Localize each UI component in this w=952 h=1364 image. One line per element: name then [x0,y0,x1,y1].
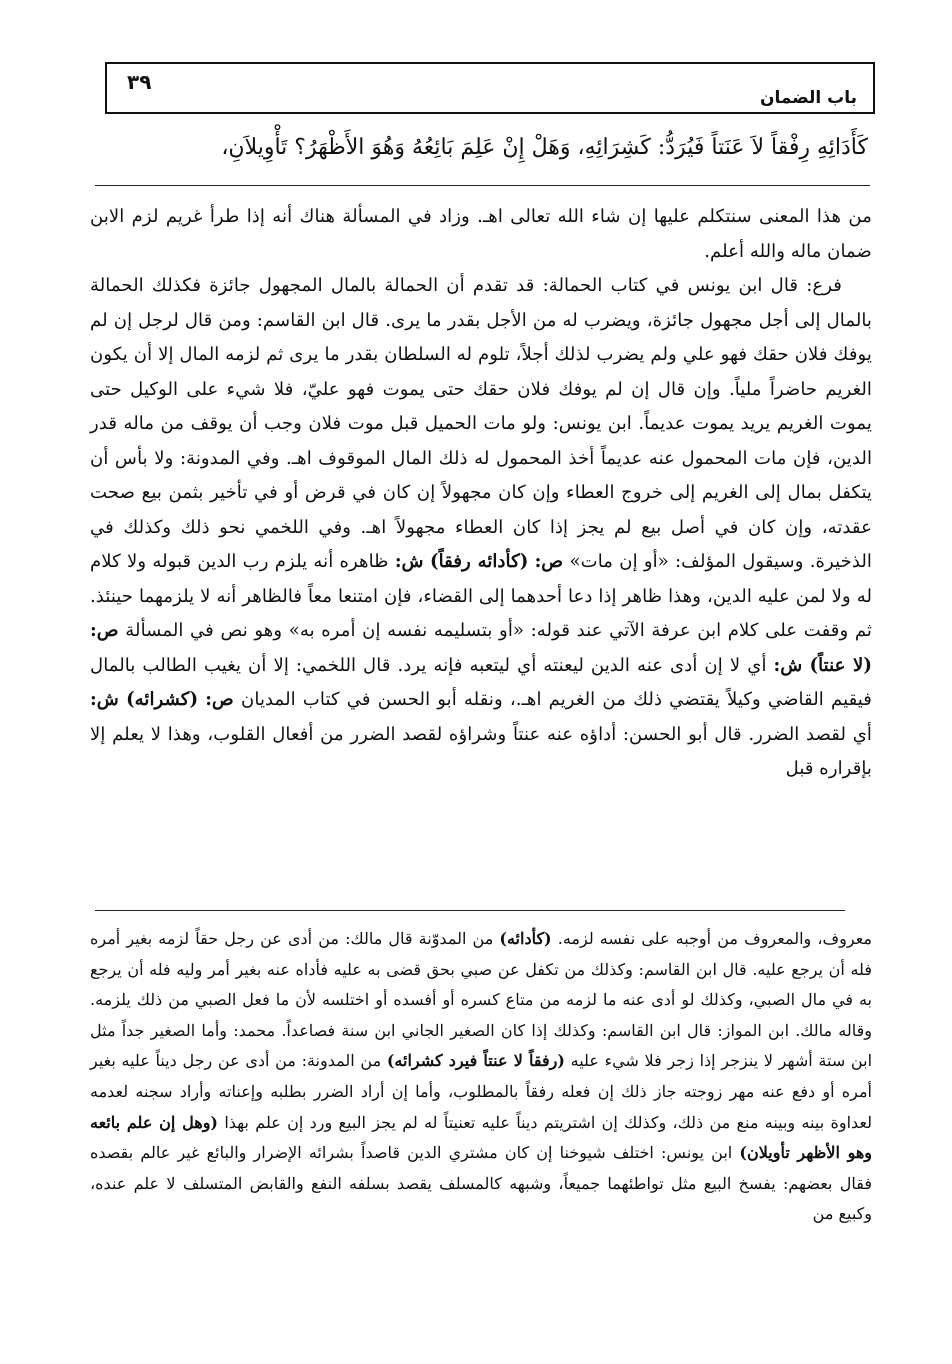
footnote-text: ابن يونس: اختلف شيوخنا إن كان مشتري الدين قاصداً بشرائه الإضرار والبائع غير عالم بقصده فقال بعضهم: يفسخ البيع مثل تواطئهما جميعاً، وشبهه كالمسلف يقصد بسلفه النفع والقابض المتسلف لا علم عنده، وكبيع من [90,1143,872,1224]
footnote-paragraph [90,924,872,1230]
commentary-text: أي لقصد الضرر. قال أبو الحسن: أداؤه عنه عنتاً وشراؤه لقصد الضرر من أفعال القلوب، وهذا لا يعلم إلا بإقراره قبل [90,723,872,779]
sad-marker: ص: [90,620,119,641]
shin-marker: ش: [773,654,803,676]
quoted-matn: (لا عنتاً) [809,654,872,676]
footnote-quote: (رفقاً لا عنتاً فيرد كشرائه) [386,1051,565,1071]
footnote-text: من المدونة: من أدى عن رجل ديناً عليه بغير أمره أو دفع عنه مهر زوجته جاز ذلك إن فعله رفقاً بالمطلوب، وأما إن أراد الضرر بطلبه وإعناته وأراد سجنه لعدمه لعداوة بينه وبينه منع من ذلك، وكذلك إن اشتريتم ديناً عليه تعنيتاً له لم يجز البيع ورد إن علم بهذا [90,1051,873,1132]
sad-marker: ص: [205,689,234,710]
shin-marker: ش: [394,551,424,572]
commentary-paragraph [90,269,872,787]
footnote-quote: (كأدائه) [499,929,552,948]
commentary-text: ظاهره أنه يلزم رب الدين قبوله ولا كلام له ولا لمن عليه الدين، وهذا ظاهر إذا دعا أحدهما إلى القضاء، فإن امتنعا معاً فالظاهر أنه لا يلزمهما حينئذ. ثم وقفت على كلام ابن عرفة الآتي عند قوله: «أو بتسليمه نفسه إن أمره به» وهو نص في المسألة [90,551,872,641]
chapter-title: باب الضمان [759,88,857,108]
commentary-paragraph: من هذا المعنى سنتكلم عليها إن شاء الله تعالى اهـ. وزاد في المسألة هناك أنه إذا طرأ غريم لزم الابن ضمان ماله والله أعلم. [90,206,872,262]
footnote-block [90,924,872,1230]
commentary-text: أي لا إن أدى عنه الدين ليعنته أي ليتعبه فإنه يرد. قال اللخمي: إلا أن يغيب الطالب بالمال فيقيم القاضي وكيلاً يقتضي ذلك من الغريم اهـ.، ونقله أبو الحسن في كتاب المديان [90,654,872,710]
sad-marker: ص: [534,551,564,572]
page-header [105,62,875,114]
footnote-text: معروف، والمعروف من أوجبه على نفسه لزمه. [557,929,872,948]
page-number: ٣٩ [127,70,152,94]
footnote-divider [95,910,845,911]
commentary-block [90,200,872,787]
quoted-matn: (كأدائه رفقاً) [429,551,529,572]
matn-line: كَأَدَائِهِ رِفْقاً لاَ عَنَتاً فَيُرَدُّ: كَشِرَائِهِ، وَهَلْ إِنْ عَلِمَ بَائِعُهُ وَهُوَ الأَظْهَرُ؟ تَأْوِيلاَنِ، [221,135,868,160]
commentary-text: فرع: قال ابن يونس في كتاب الحمالة: قد تقدم أن الحمالة بالمال المجهول جائزة فكذلك الحمالة بالمال إلى أجل مجهول جائزة، ويضرب له من الأجل بقدر ما يرى. قال ابن القاسم: ومن قال لرجل إن لم يوفك فلان حقك فهو علي ولم يضرب لذلك أجلاً، تلوم له السلطان بقدر ما يرى ثم لزمه المال إلا أن يكون الغريم حاضراً ملياً. وإن قال إن لم يوفك فلان حقك حتى يموت فهو عليّ، فلا شيء على الوكيل حتى يموت الغريم يريد يموت عديماً. ابن يونس: ولو مات الحميل قبل موت فلان وجب أن يوقف من ماله قدر الدين، فإن مات المحمول عنه عديماً أخذ المحمول له ذلك المال الموقوف اهـ. وفي المدونة: ولا بأس أن يتكفل بمال إلى الغريم إلى خروج العطاء وإن كان مجهولاً إن كان في قرض أو في تأخير بثمن بيع صحت عقدته، وإن كان في أصل بيع لم يجز إذا كان العطاء مجهولاً اهـ. وفي اللخمي نحو ذلك وكذلك في الذخيرة. وسيقول المؤلف: «أو إن مات» [90,275,872,572]
footnote-quote: (وهل إن علم بائعه وهو الأظهر تأويلان) [90,1112,873,1163]
shin-marker: ش: [90,689,119,710]
footnote-text: من المدوّنة قال مالك: من أدى عن رجل حقاً لزمه بغير أمره فله أن يرجع عليه. قال ابن القاسم: وكذلك من تكفل عن صبي بحق قضى به عليه فأداه عنه بغير أمر وليه فله أن يرجع به في مال الصبي، وكذلك لو أدى عنه ما لزمه من متاع كسره أو أفسده أو اختلسه لأن ما فعل الصبي من ذلك يلزمه. وقاله مالك. ابن المواز: قال ابن القاسم: وكذلك إذا كان الصغير الجاني ابن سنة فصاعداً. محمد: وأما الصغير جداً مثل ابن ستة أشهر لا ينزجر إذا زجر فلا شيء عليه [90,929,873,1071]
quoted-matn: (كشرائه) [126,689,199,710]
top-divider [95,185,870,186]
